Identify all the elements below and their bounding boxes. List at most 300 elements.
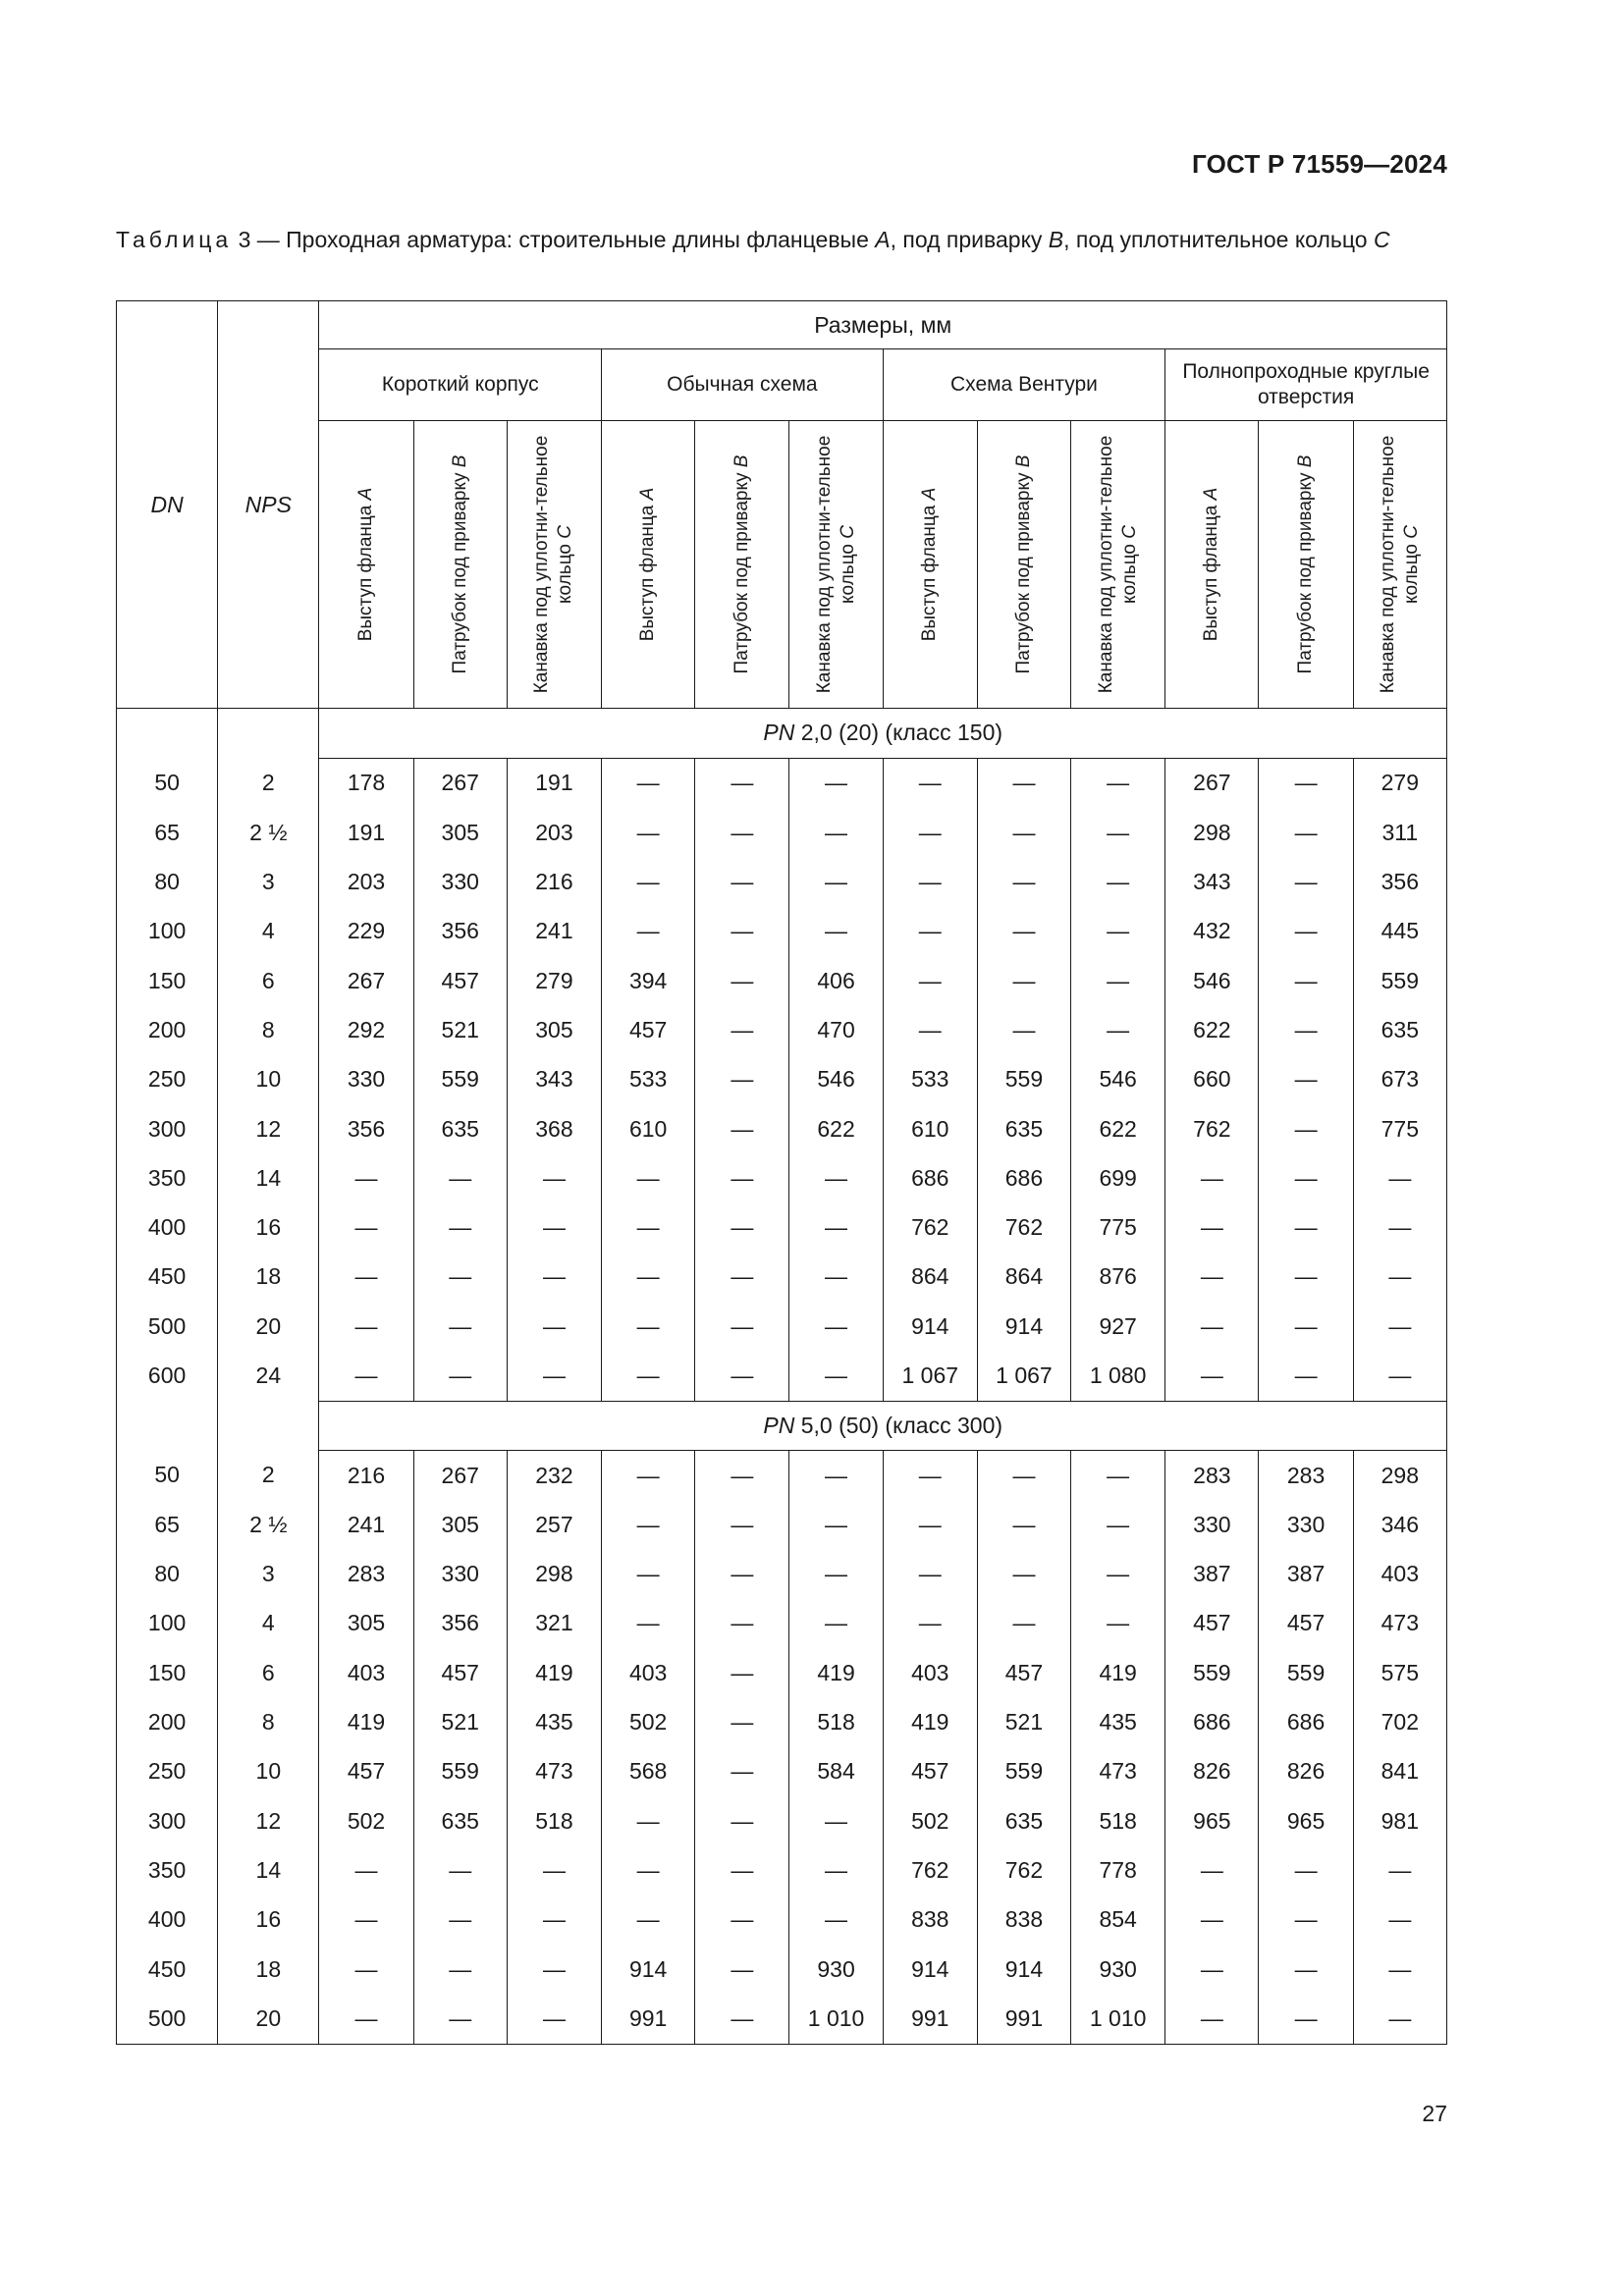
- table-cell: —: [413, 1945, 507, 1994]
- table-cell: —: [602, 1845, 695, 1895]
- table-cell: 914: [883, 1302, 977, 1351]
- table-cell: —: [789, 1796, 883, 1845]
- table-cell: —: [319, 1253, 413, 1302]
- table-cell: 403: [319, 1648, 413, 1697]
- table-cell: —: [602, 1450, 695, 1500]
- sub-label: Канавка под уплотни-тельное кольцо: [531, 435, 576, 694]
- table-cell: 518: [789, 1697, 883, 1746]
- table-cell: 473: [1353, 1599, 1446, 1648]
- table-cell: —: [1259, 1845, 1353, 1895]
- table-cell: —: [789, 758, 883, 808]
- table-cell: —: [977, 1450, 1070, 1500]
- table-cell: —: [695, 1648, 789, 1697]
- table-cell: —: [1259, 758, 1353, 808]
- table-cell: —: [883, 907, 977, 956]
- table-cell: —: [695, 1153, 789, 1202]
- table-cell: —: [1071, 956, 1165, 1005]
- cell-dn: 300: [117, 1796, 218, 1845]
- cell-nps: 4: [218, 907, 319, 956]
- table-cell: —: [413, 1202, 507, 1252]
- table-cell: 546: [1071, 1055, 1165, 1104]
- table-cell: —: [1259, 1351, 1353, 1401]
- header-group: Полнопроходные круглые отверстия: [1165, 349, 1447, 421]
- table-cell: —: [695, 1896, 789, 1945]
- table-cell: 914: [602, 1945, 695, 1994]
- sub-label: Выступ фланца: [637, 505, 659, 642]
- table-row: [117, 857, 1447, 906]
- table-cell: 368: [507, 1104, 601, 1153]
- blank-cell: [117, 709, 218, 759]
- table-cell: —: [695, 1994, 789, 2044]
- cell-dn: 250: [117, 1747, 218, 1796]
- table-cell: 864: [883, 1253, 977, 1302]
- table-cell: —: [1259, 808, 1353, 857]
- blank-cell: [117, 1401, 218, 1450]
- table-cell: —: [695, 1747, 789, 1796]
- table-cell: 387: [1165, 1550, 1259, 1599]
- table-cell: 622: [1165, 1005, 1259, 1054]
- table-cell: —: [789, 1302, 883, 1351]
- table-cell: —: [695, 1550, 789, 1599]
- header-sub-b: [1259, 421, 1353, 709]
- table-cell: 203: [319, 857, 413, 906]
- header-sub-c: [507, 421, 601, 709]
- table-cell: 292: [319, 1005, 413, 1054]
- table-row: [117, 758, 1447, 808]
- cell-dn: 50: [117, 1450, 218, 1500]
- table-cell: —: [789, 1153, 883, 1202]
- cell-dn: 300: [117, 1104, 218, 1153]
- section-title-text: 5,0 (50) (класс 300): [800, 1412, 1003, 1438]
- table-cell: —: [1259, 1945, 1353, 1994]
- table-cell: —: [1259, 857, 1353, 906]
- table-cell: 403: [1353, 1550, 1446, 1599]
- cell-nps: 20: [218, 1994, 319, 2044]
- cell-nps: 8: [218, 1697, 319, 1746]
- cell-nps: 24: [218, 1351, 319, 1401]
- cell-dn: 500: [117, 1994, 218, 2044]
- table-cell: 387: [1259, 1550, 1353, 1599]
- table-cell: 311: [1353, 808, 1446, 857]
- table-cell: 1 010: [789, 1994, 883, 2044]
- sub-letter: A: [919, 487, 941, 501]
- table-cell: —: [789, 1550, 883, 1599]
- table-cell: —: [319, 1153, 413, 1202]
- table-cell: —: [1165, 1945, 1259, 1994]
- table-row: [117, 1104, 1447, 1153]
- table-cell: —: [1165, 1896, 1259, 1945]
- table-cell: —: [602, 758, 695, 808]
- table-row: [117, 1994, 1447, 2044]
- cell-nps: 16: [218, 1896, 319, 1945]
- table-cell: —: [1165, 1351, 1259, 1401]
- table-row: [117, 907, 1447, 956]
- table-cell: —: [977, 758, 1070, 808]
- table-cell: —: [883, 1599, 977, 1648]
- table-cell: 267: [319, 956, 413, 1005]
- table-cell: 635: [977, 1104, 1070, 1153]
- table-cell: —: [1353, 1202, 1446, 1252]
- table-cell: 622: [1071, 1104, 1165, 1153]
- table-cell: —: [1259, 1104, 1353, 1153]
- page-number: 27: [1422, 2101, 1447, 2126]
- cell-dn: 200: [117, 1005, 218, 1054]
- header-sub-c: [1071, 421, 1165, 709]
- table-cell: —: [789, 808, 883, 857]
- table-cell: 699: [1071, 1153, 1165, 1202]
- header-sub-b: [695, 421, 789, 709]
- table-cell: —: [1353, 1351, 1446, 1401]
- table-cell: —: [319, 1302, 413, 1351]
- table-cell: —: [695, 1845, 789, 1895]
- table-cell: —: [1353, 1153, 1446, 1202]
- table-cell: 575: [1353, 1648, 1446, 1697]
- cell-dn: 400: [117, 1896, 218, 1945]
- table-cell: —: [319, 1845, 413, 1895]
- cell-nps: 2: [218, 1450, 319, 1500]
- header-group: Обычная схема: [602, 349, 884, 421]
- table-row: [117, 1845, 1447, 1895]
- cell-nps: 2: [218, 758, 319, 808]
- table-cell: —: [507, 1153, 601, 1202]
- table-cell: —: [1071, 1450, 1165, 1500]
- table-cell: —: [977, 956, 1070, 1005]
- cell-nps: 3: [218, 1550, 319, 1599]
- table-cell: —: [1165, 1994, 1259, 2044]
- table-cell: 622: [789, 1104, 883, 1153]
- table-cell: —: [977, 907, 1070, 956]
- cell-nps: 10: [218, 1747, 319, 1796]
- table-row: [117, 1697, 1447, 1746]
- table-cell: 191: [507, 758, 601, 808]
- table-row: [117, 808, 1447, 857]
- table-cell: 203: [507, 808, 601, 857]
- table-cell: —: [695, 1796, 789, 1845]
- table-cell: —: [1259, 1202, 1353, 1252]
- table-cell: 775: [1071, 1202, 1165, 1252]
- table-cell: 559: [1259, 1648, 1353, 1697]
- cell-dn: 80: [117, 857, 218, 906]
- table-cell: 559: [413, 1747, 507, 1796]
- table-cell: —: [789, 1450, 883, 1500]
- table-cell: 178: [319, 758, 413, 808]
- table-cell: 914: [977, 1945, 1070, 1994]
- table-cell: 305: [507, 1005, 601, 1054]
- document-code: ГОСТ Р 71559—2024: [1192, 149, 1447, 179]
- sub-letter: C: [1400, 525, 1422, 539]
- table-cell: 686: [883, 1153, 977, 1202]
- table-cell: —: [695, 1055, 789, 1104]
- table-cell: 518: [507, 1796, 601, 1845]
- sub-label: Канавка под уплотни-тельное кольцо: [813, 435, 858, 694]
- table-cell: 518: [1071, 1796, 1165, 1845]
- table-cell: 457: [1165, 1599, 1259, 1648]
- table-cell: —: [883, 956, 977, 1005]
- table-cell: —: [1071, 857, 1165, 906]
- table-cell: 991: [602, 1994, 695, 2044]
- caption-text-3: , под уплотнительное кольцо: [1063, 227, 1374, 252]
- table-cell: 876: [1071, 1253, 1165, 1302]
- table-cell: —: [789, 907, 883, 956]
- table-cell: 584: [789, 1747, 883, 1796]
- cell-nps: 20: [218, 1302, 319, 1351]
- table-cell: —: [883, 1450, 977, 1500]
- caption-label: Таблица: [116, 227, 233, 252]
- table-cell: 343: [1165, 857, 1259, 906]
- table-cell: 356: [319, 1104, 413, 1153]
- sub-letter: B: [449, 454, 470, 468]
- table-cell: 343: [507, 1055, 601, 1104]
- table-cell: 267: [413, 758, 507, 808]
- table-cell: 394: [602, 956, 695, 1005]
- header-sub-a: [319, 421, 413, 709]
- table-cell: —: [1071, 1500, 1165, 1549]
- table-cell: —: [883, 1500, 977, 1549]
- table-cell: 635: [1353, 1005, 1446, 1054]
- caption-text-1: — Проходная арматура: строительные длины фланцевые: [256, 227, 876, 252]
- table-cell: —: [319, 1945, 413, 1994]
- table-cell: 559: [1165, 1648, 1259, 1697]
- sub-label: Патрубок под приварку: [731, 472, 752, 674]
- table-cell: —: [507, 1351, 601, 1401]
- cell-nps: 14: [218, 1845, 319, 1895]
- table-cell: 965: [1165, 1796, 1259, 1845]
- table-cell: 1 067: [883, 1351, 977, 1401]
- table-cell: 457: [977, 1648, 1070, 1697]
- table-cell: 826: [1259, 1747, 1353, 1796]
- table-cell: 762: [1165, 1104, 1259, 1153]
- table-cell: —: [695, 758, 789, 808]
- table-cell: —: [319, 1994, 413, 2044]
- table-cell: 838: [883, 1896, 977, 1945]
- table-cell: 241: [319, 1500, 413, 1549]
- table-cell: —: [695, 1500, 789, 1549]
- table-cell: —: [413, 1994, 507, 2044]
- cell-nps: 8: [218, 1005, 319, 1054]
- sub-label: Выступ фланца: [355, 505, 377, 642]
- table-cell: 568: [602, 1747, 695, 1796]
- table-cell: 521: [413, 1697, 507, 1746]
- header-sub-a: [1165, 421, 1259, 709]
- section-title: [319, 1401, 1447, 1450]
- table-cell: 356: [1353, 857, 1446, 906]
- table-cell: —: [695, 1253, 789, 1302]
- table-cell: 267: [1165, 758, 1259, 808]
- table-cell: 457: [1259, 1599, 1353, 1648]
- cell-dn: 150: [117, 1648, 218, 1697]
- header-sub-a: [602, 421, 695, 709]
- table-cell: 356: [413, 1599, 507, 1648]
- table-cell: 930: [789, 1945, 883, 1994]
- table-cell: —: [695, 1599, 789, 1648]
- table-cell: —: [507, 1202, 601, 1252]
- table-cell: —: [602, 808, 695, 857]
- table-cell: 435: [1071, 1697, 1165, 1746]
- table-cell: 521: [413, 1005, 507, 1054]
- table-cell: —: [1259, 1896, 1353, 1945]
- table-cell: —: [695, 1697, 789, 1746]
- table-cell: —: [695, 907, 789, 956]
- table-cell: 232: [507, 1450, 601, 1500]
- sub-label: Канавка под уплотни-тельное кольцо: [1377, 435, 1422, 694]
- header-sub-b: [977, 421, 1070, 709]
- table-cell: 419: [507, 1648, 601, 1697]
- section-pn: PN: [763, 1412, 795, 1438]
- table-cell: —: [319, 1202, 413, 1252]
- table-cell: —: [1165, 1302, 1259, 1351]
- cell-dn: 65: [117, 808, 218, 857]
- table-cell: —: [602, 907, 695, 956]
- caption-letter-b: B: [1048, 227, 1064, 252]
- table-cell: 533: [883, 1055, 977, 1104]
- table-cell: 257: [507, 1500, 601, 1549]
- table-cell: 559: [977, 1055, 1070, 1104]
- sub-letter: B: [1295, 454, 1317, 468]
- table-cell: —: [602, 1253, 695, 1302]
- sub-label: Канавка под уплотни-тельное кольцо: [1095, 435, 1140, 694]
- header-sub-c: [1353, 421, 1446, 709]
- table-cell: —: [1259, 1302, 1353, 1351]
- section-pn: PN: [763, 720, 795, 746]
- header-sub-a: [883, 421, 977, 709]
- table-cell: —: [695, 1302, 789, 1351]
- cell-nps: 10: [218, 1055, 319, 1104]
- table-cell: —: [977, 1500, 1070, 1549]
- table-cell: —: [789, 1351, 883, 1401]
- table-cell: 403: [602, 1648, 695, 1697]
- table-cell: —: [789, 1253, 883, 1302]
- table-cell: —: [319, 1896, 413, 1945]
- table-cell: —: [602, 1500, 695, 1549]
- table-row: [117, 1055, 1447, 1104]
- table-cell: —: [1259, 1005, 1353, 1054]
- table-cell: —: [1353, 1994, 1446, 2044]
- table-cell: —: [789, 1845, 883, 1895]
- table-cell: 321: [507, 1599, 601, 1648]
- table-cell: 686: [1165, 1697, 1259, 1746]
- table-cell: 762: [977, 1202, 1070, 1252]
- table-cell: 635: [413, 1104, 507, 1153]
- table-cell: —: [602, 1302, 695, 1351]
- table-cell: 762: [977, 1845, 1070, 1895]
- table-cell: —: [1259, 1153, 1353, 1202]
- cell-nps: 18: [218, 1253, 319, 1302]
- table-cell: 864: [977, 1253, 1070, 1302]
- cell-dn: 250: [117, 1055, 218, 1104]
- table-cell: —: [602, 1896, 695, 1945]
- header-nps: NPS: [218, 301, 319, 709]
- table-cell: 191: [319, 808, 413, 857]
- table-cell: 778: [1071, 1845, 1165, 1895]
- table-cell: 686: [977, 1153, 1070, 1202]
- header-sub-c: [789, 421, 883, 709]
- table-cell: 330: [413, 1550, 507, 1599]
- table-cell: 762: [883, 1202, 977, 1252]
- table-cell: —: [789, 1896, 883, 1945]
- cell-nps: 3: [218, 857, 319, 906]
- table-cell: —: [1353, 1845, 1446, 1895]
- table-cell: —: [1071, 1550, 1165, 1599]
- table-cell: 229: [319, 907, 413, 956]
- table-row: [117, 1599, 1447, 1648]
- table-cell: —: [1353, 1253, 1446, 1302]
- table-cell: 330: [1165, 1500, 1259, 1549]
- table-cell: 981: [1353, 1796, 1446, 1845]
- cell-dn: 350: [117, 1153, 218, 1202]
- table-cell: —: [602, 1153, 695, 1202]
- cell-nps: 12: [218, 1796, 319, 1845]
- table-cell: 502: [319, 1796, 413, 1845]
- table-cell: 298: [1165, 808, 1259, 857]
- table-row: [117, 1202, 1447, 1252]
- table-cell: —: [319, 1351, 413, 1401]
- table-row: [117, 1747, 1447, 1796]
- table-cell: 473: [1071, 1747, 1165, 1796]
- table-cell: 330: [1259, 1500, 1353, 1549]
- table-cell: 216: [319, 1450, 413, 1500]
- table-row: [117, 1005, 1447, 1054]
- table-cell: —: [507, 1994, 601, 2044]
- table-cell: —: [1165, 1845, 1259, 1895]
- table-cell: —: [1259, 1055, 1353, 1104]
- table-cell: 403: [883, 1648, 977, 1697]
- table-cell: —: [507, 1945, 601, 1994]
- table-row: [117, 1450, 1447, 1500]
- table-cell: —: [413, 1153, 507, 1202]
- cell-dn: 150: [117, 956, 218, 1005]
- table-cell: 826: [1165, 1747, 1259, 1796]
- caption-number: 3: [238, 227, 251, 252]
- caption-text-2: , под приварку: [890, 227, 1049, 252]
- table-cell: —: [507, 1302, 601, 1351]
- table-cell: —: [883, 1005, 977, 1054]
- table-row: [117, 1351, 1447, 1401]
- table-cell: 435: [507, 1697, 601, 1746]
- table-cell: 854: [1071, 1896, 1165, 1945]
- cell-nps: 2 ½: [218, 808, 319, 857]
- table-cell: 610: [602, 1104, 695, 1153]
- table-cell: —: [1071, 1599, 1165, 1648]
- table-row: [117, 1550, 1447, 1599]
- table-cell: —: [695, 1450, 789, 1500]
- table-cell: 775: [1353, 1104, 1446, 1153]
- table-cell: 305: [413, 808, 507, 857]
- table-cell: 965: [1259, 1796, 1353, 1845]
- table-cell: 279: [1353, 758, 1446, 808]
- table-cell: 457: [883, 1747, 977, 1796]
- table-cell: 559: [977, 1747, 1070, 1796]
- cell-nps: 6: [218, 956, 319, 1005]
- sub-letter: C: [1118, 525, 1140, 539]
- table-cell: 686: [1259, 1697, 1353, 1746]
- cell-dn: 100: [117, 907, 218, 956]
- table-row: [117, 1896, 1447, 1945]
- cell-dn: 400: [117, 1202, 218, 1252]
- table-cell: 419: [1071, 1648, 1165, 1697]
- section-header-row: [117, 709, 1447, 759]
- table-cell: —: [1165, 1202, 1259, 1252]
- table-cell: —: [602, 1351, 695, 1401]
- table-cell: —: [1259, 1994, 1353, 2044]
- table-row: [117, 1302, 1447, 1351]
- table-cell: 241: [507, 907, 601, 956]
- cell-dn: 500: [117, 1302, 218, 1351]
- table-cell: —: [789, 1500, 883, 1549]
- table-cell: 546: [1165, 956, 1259, 1005]
- section-header-row: [117, 1401, 1447, 1450]
- cell-dn: 80: [117, 1550, 218, 1599]
- table-cell: 1 080: [1071, 1351, 1165, 1401]
